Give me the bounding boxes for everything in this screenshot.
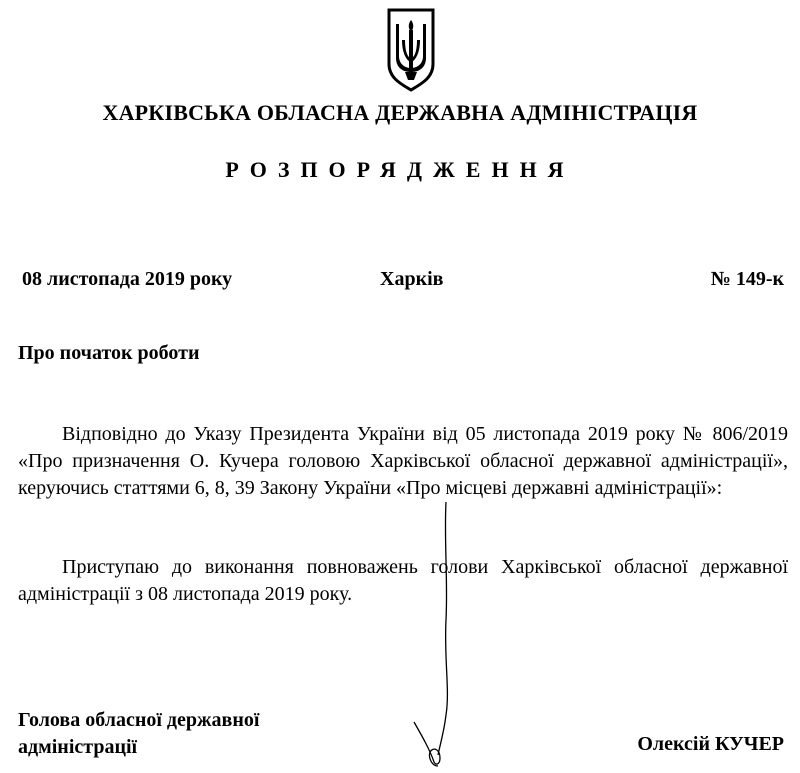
document-date: 08 листопада 2019 року (22, 268, 233, 290)
body-paragraph-1: Відповідно до Указу Президента України від 05 листопада 2019 року № 806/2019 «Про призначення О. Кучера головою Харківської обласної державної адміністрації», керуючись статтями 6, 8, 39 Закону України «Про місцеві державні адміністрації»: (18, 423, 788, 499)
signatory-name: Олексій КУЧЕР (637, 733, 784, 755)
signatory-position: Голова обласної державної адміністрації (18, 709, 260, 758)
handwritten-signature-icon (400, 500, 460, 770)
trident-emblem-icon (383, 6, 439, 92)
organization-title: ХАРКІВСЬКА ОБЛАСНА ДЕРЖАВНА АДМІНІСТРАЦІЯ (102, 100, 698, 125)
document-city: Харків (380, 268, 444, 290)
document-number: № 149-к (710, 268, 784, 290)
document-subject: Про початок роботи (18, 342, 200, 364)
document-type-title: РОЗПОРЯДЖЕННЯ (225, 157, 575, 182)
body-paragraph-2: Приступаю до виконання повноважень голови Харківської обласної державної адміністрації з 08 листопада 2019 року. (18, 556, 788, 605)
